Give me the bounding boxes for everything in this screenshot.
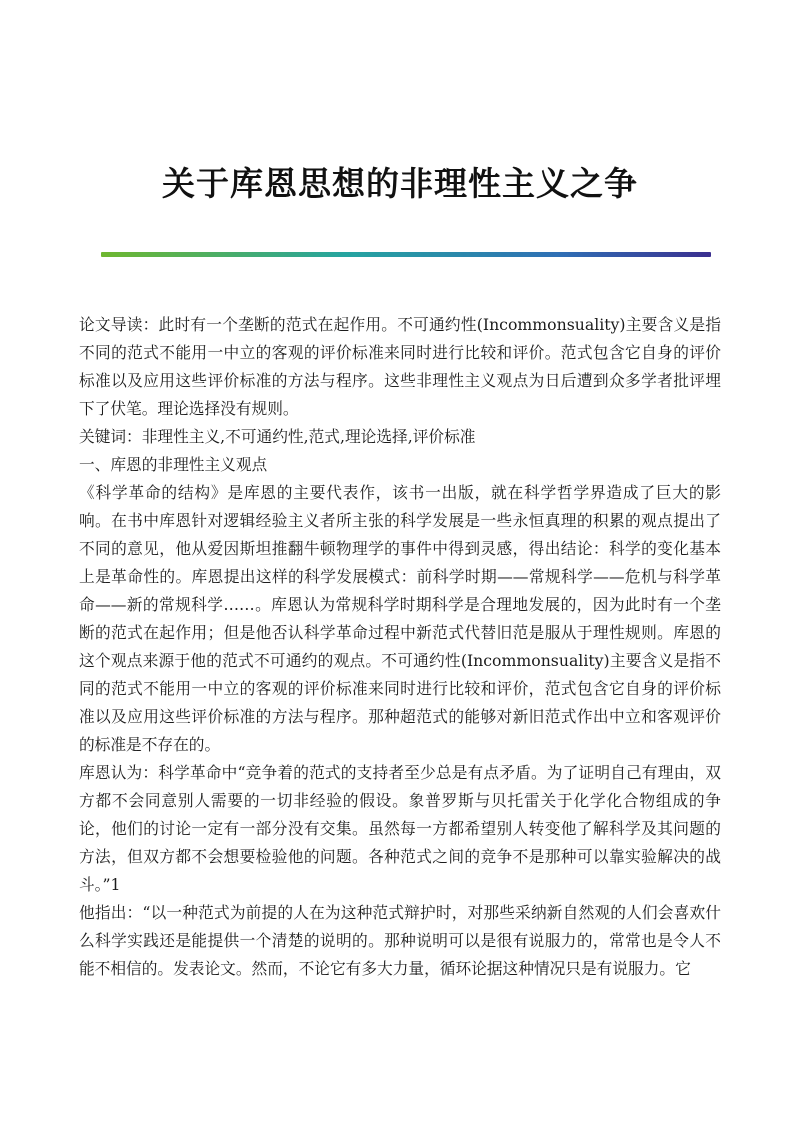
page-title: 关于库恩思想的非理性主义之争 [162, 164, 638, 203]
document-body [79, 311, 721, 983]
body-paragraph: 库恩认为：科学革命中“竞争着的范式的支持者至少总是有点矛盾。为了证明自己有理由，双方都不会同意别人需要的一切非经验的假设。象普罗斯与贝托雷关于化学化合物组成的争论，他们的讨论一定有一部分没有交集。虽然每一方都希望别人转变他了解科学及其问题的方法，但双方都不会想要检验他的问题。各种范式之间的竞争不是那种可以靠实验解决的战斗。”1 [79, 763, 721, 894]
title-divider [101, 252, 711, 257]
keywords-paragraph: 关键词：非理性主义,不可通约性,范式,理论选择,评价标准 [79, 427, 476, 446]
section-heading: 一、库恩的非理性主义观点 [79, 455, 268, 474]
abstract-paragraph: 论文导读：此时有一个垄断的范式在起作用。不可通约性(Incommonsuality)主要含义是指不同的范式不能用一中立的客观的评价标准来同时进行比较和评价。范式包含它自身的评价标准以及应用这些评价标准的方法与程序。这些非理性主义观点为日后遭到众多学者批评埋下了伏笔。理论选择没有规则。 [79, 315, 721, 418]
body-paragraph: 他指出：“以一种范式为前提的人在为这种范式辩护时，对那些采纳新自然观的人们会喜欢什么科学实践还是能提供一个清楚的说明的。那种说明可以是很有说服力的，常常也是令人不能不相信的。发表论文。然而，不论它有多大力量，循环论据这种情况只是有说服力。它 [79, 903, 721, 978]
body-paragraph: 《科学革命的结构》是库恩的主要代表作，该书一出版，就在科学哲学界造成了巨大的影响。在书中库恩针对逻辑经验主义者所主张的科学发展是一些永恒真理的积累的观点提出了不同的意见，他从爱因斯坦推翻牛顿物理学的事件中得到灵感，得出结论：科学的变化基本上是革命性的。库恩提出这样的科学发展模式：前科学时期——常规科学——危机与科学革命——新的常规科学……。库恩认为常规科学时期科学是合理地发展的，因为此时有一个垄断的范式在起作用；但是他否认科学革命过程中新范式代替旧范是服从于理性规则。库恩的这个观点来源于他的范式不可通约的观点。不可通约性(Incommonsuality)主要含义是指不同的范式不能用一中立的客观的评价标准来同时进行比较和评价，范式包含它自身的评价标准以及应用这些评价标准的方法与程序。那种超范式的能够对新旧范式作出中立和客观评价的标准是不存在的。 [79, 483, 721, 754]
